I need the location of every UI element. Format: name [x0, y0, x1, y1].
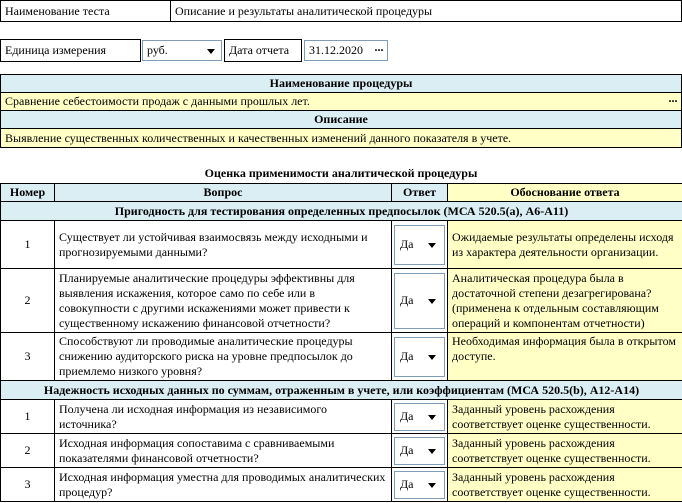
more-options-icon[interactable]: ··· [667, 94, 677, 108]
row-number: 3 [1, 468, 55, 502]
answer-select[interactable] [394, 225, 445, 265]
col-header-justification: Обоснование ответа [448, 184, 682, 202]
row-question: Исходная информация сопоставима с сравниваемыми показателями финансовой отчетности? [55, 434, 392, 468]
row-number: 2 [1, 269, 55, 333]
answer-cell [392, 434, 448, 468]
answer-value: Да [400, 409, 414, 423]
procedure-name-header: Наименование процедуры [0, 74, 682, 93]
row-justification[interactable]: Заданный уровень расхождения соответствует оценке существенности. [448, 468, 682, 502]
row-number: 2 [1, 434, 55, 468]
chevron-down-icon [428, 299, 436, 304]
chevron-down-icon [207, 49, 215, 54]
row-justification[interactable]: Заданный уровень расхождения соответствует оценке существенности. [448, 434, 682, 468]
answer-cell [392, 221, 448, 269]
col-header-number: Номер [1, 184, 55, 202]
report-date-input[interactable] [304, 40, 388, 61]
answer-select[interactable] [394, 437, 445, 465]
answer-value: Да [400, 477, 414, 491]
row-number: 3 [1, 333, 55, 381]
section-title-suitability: Пригодность для тестирования определенных предпосылок (МСА 520.5(а), А6-А11) [1, 202, 682, 221]
answer-value: Да [400, 443, 414, 457]
answer-value: Да [400, 349, 414, 363]
unit-label: Единица измерения [0, 39, 141, 62]
table-row [1, 333, 682, 381]
unit-select[interactable] [142, 40, 222, 61]
answer-value: Да [400, 293, 414, 307]
answer-cell [392, 400, 448, 434]
table-row [1, 468, 682, 502]
chevron-down-icon [428, 355, 436, 360]
answer-select[interactable] [394, 337, 445, 377]
row-justification[interactable]: Ожидаемые результаты определены исходя из характера деятельности организации. [448, 221, 682, 269]
answer-select[interactable] [394, 273, 445, 329]
table-row [1, 434, 682, 468]
table-row [1, 269, 682, 333]
row-question: Существует ли устойчивая взаимосвязь между исходными и прогнозируемыми данными? [55, 221, 392, 269]
date-picker-icon[interactable]: ··· [373, 43, 383, 57]
answer-cell [392, 269, 448, 333]
test-name-label: Наименование теста [0, 0, 171, 22]
col-header-answer: Ответ [392, 184, 448, 202]
procedure-name-value[interactable] [0, 92, 682, 111]
row-number: 1 [1, 400, 55, 434]
row-question: Способствуют ли проводимые аналитические процедуры снижению аудиторского риска на уровне предпосылок до приемлемо низкого уровня? [55, 333, 392, 381]
row-question: Исходная информация уместна для проводимых аналитических процедур? [55, 468, 392, 502]
chevron-down-icon [428, 415, 436, 420]
description-value[interactable]: Выявление существенных количественных и качественных изменений данного показателя в учете. [0, 128, 682, 148]
col-header-question: Вопрос [55, 184, 392, 202]
report-date-value: 31.12.2020 [309, 43, 363, 57]
row-number: 1 [1, 221, 55, 269]
assessment-title: Оценка применимости аналитической процедуры [204, 166, 478, 180]
row-justification[interactable]: Необходимая информация была в открытом доступе. [448, 333, 682, 381]
answer-select[interactable] [394, 403, 445, 431]
unit-select-value: руб. [147, 43, 168, 57]
description-header: Описание [0, 110, 682, 129]
assessment-table [0, 183, 682, 502]
section-title-reliability: Надежность исходных данных по суммам, отраженным в учете, или коэффициентам (МСА 520.5(b), А12-А14) [1, 381, 682, 400]
table-row [1, 221, 682, 269]
answer-select[interactable] [394, 471, 445, 499]
procedure-name-text: Сравнение себестоимости продаж с данными прошлых лет. [5, 94, 310, 108]
row-question: Планируемые аналитические процедуры эффективны для выявления искажения, которое само по себе или в совокупности с другими искажениями может привести к существенному искажению финансовой отчетности? [55, 269, 392, 333]
report-date-label: Дата отчета [224, 39, 302, 62]
test-name-value: Описание и результаты аналитической процедуры [170, 0, 682, 22]
answer-cell [392, 333, 448, 381]
chevron-down-icon [428, 449, 436, 454]
table-row [1, 400, 682, 434]
chevron-down-icon [428, 243, 436, 248]
row-justification[interactable]: Заданный уровень расхождения соответствует оценке существенности. [448, 400, 682, 434]
row-question: Получена ли исходная информация из независимого источника? [55, 400, 392, 434]
answer-value: Да [400, 237, 414, 251]
answer-cell [392, 468, 448, 502]
row-justification[interactable]: Аналитическая процедура была в достаточной степени дезагрегирована? (применена к отдельным составляющим операций и компонентам отчетности) [448, 269, 682, 333]
chevron-down-icon [428, 483, 436, 488]
